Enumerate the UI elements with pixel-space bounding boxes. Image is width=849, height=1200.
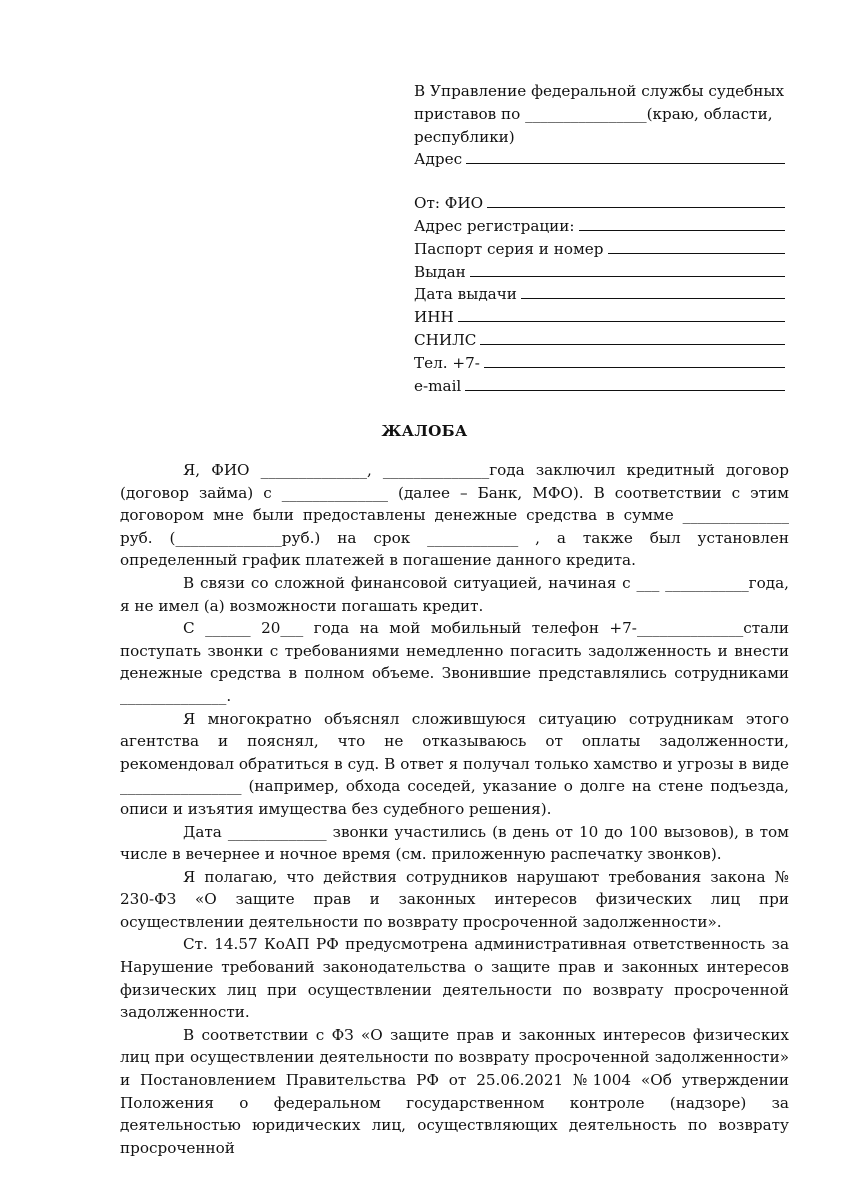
registration-address-field (414, 215, 789, 238)
document-title: ЖАЛОБА (381, 422, 468, 440)
fill-in-line (466, 148, 785, 164)
field-label: Выдан (414, 262, 466, 281)
fill-in-line (579, 215, 786, 231)
addressee-line-1: В Управление федеральной службы судебных (414, 82, 785, 100)
fill-in-line (484, 352, 785, 368)
passport-field (414, 238, 789, 261)
fill-in-line (521, 283, 785, 299)
paragraph: В связи со сложной финансовой ситуацией, начиная с ___ ___________года, я не имел (а) возможности погашать кредит. (120, 573, 789, 615)
addressee-address-field (414, 148, 789, 171)
addressee-block (414, 80, 789, 397)
fill-in-line (458, 306, 785, 322)
paragraph: Ст. 14.57 КоАП РФ предусмотрена административная ответственность за Нарушение требований законодательства о защите прав и законных интересов физических лиц при осуществлении деятельности по возврату просроченной задолженности. (120, 935, 789, 1022)
snils-field (414, 329, 789, 352)
paragraph: В соответствии с ФЗ «О защите прав и законных интересов физических лиц при осуществлении деятельности по возврату просроченной задолженности» и Постановлением Правительства РФ от 25.06.2021 №1004 «Об утверждении Положения о федеральном государственном контроле (надзоре) за деятельностью юридических лиц, осуществляющих деятельность по возврату просроченной (120, 1025, 789, 1157)
addressee-line-3: республики) (414, 127, 515, 146)
phone-field (414, 352, 789, 375)
fill-in-line (608, 238, 785, 254)
field-label: Тел. +7- (414, 353, 480, 372)
fill-in-line (480, 329, 785, 345)
fill-in-line (470, 261, 785, 277)
field-label: ИНН (414, 308, 454, 327)
sender-name-field (414, 192, 789, 215)
addressee-line-2: приставов по ________________(краю, области, (414, 104, 773, 123)
paragraph: Дата _____________ звонки участились (в день от 10 до 100 вызовов), в том числе в вечернее и ночное время (см. приложенную распечатку звонков). (120, 822, 789, 864)
issue-date-field (414, 283, 789, 306)
email-field (414, 375, 789, 398)
field-label: Паспорт серия и номер (414, 239, 604, 258)
fill-in-line (465, 375, 785, 391)
field-label: От: ФИО (414, 194, 484, 213)
field-label: Адрес регистрации: (414, 216, 575, 235)
paragraph: Я полагаю, что действия сотрудников нарушают требования закона № 230-ФЗ «О защите прав и законных интересов физических лиц при осуществлении деятельности по возврату просроченной задолженности». (120, 867, 789, 931)
inn-field (414, 306, 789, 329)
issued-by-field (414, 261, 789, 284)
paragraph: С ______ 20___ года на мой мобильный телефон +7-______________стали поступать звонки с требованиями немедленно погасить задолженность и внести денежные средства в полном объеме. Звонившие представлялись сотрудниками ______________. (120, 619, 789, 705)
complaint-body (120, 459, 789, 1159)
paragraph: Я, ФИО ______________, ______________года заключил кредитный договор (договор займа) с ______________ (далее – Банк, МФО). В соответствии с этим договором мне были предоставлены денежные средства в сумме ______________ руб. (______________руб.) на срок ____________ , а также был установлен определенный график платежей в погашение данного кредита. (120, 461, 789, 570)
field-label: e-mail (414, 376, 462, 395)
field-label: Дата выдачи (414, 285, 517, 304)
field-label: СНИЛС (414, 330, 477, 349)
spacer (414, 171, 789, 192)
paragraph: Я многократно объяснял сложившуюся ситуацию сотрудникам этого агентства и пояснял, что не отказываюсь от оплаты задолженности, рекомендовал обратиться в суд. В ответ я получал только хамство и угрозы в виде ________________ (например, обхода соседей, указание о долге на стене подъезда, описи и изъятия имущества без судебного решения). (120, 709, 789, 818)
fill-in-line (487, 192, 785, 208)
field-label: Адрес (414, 150, 463, 169)
